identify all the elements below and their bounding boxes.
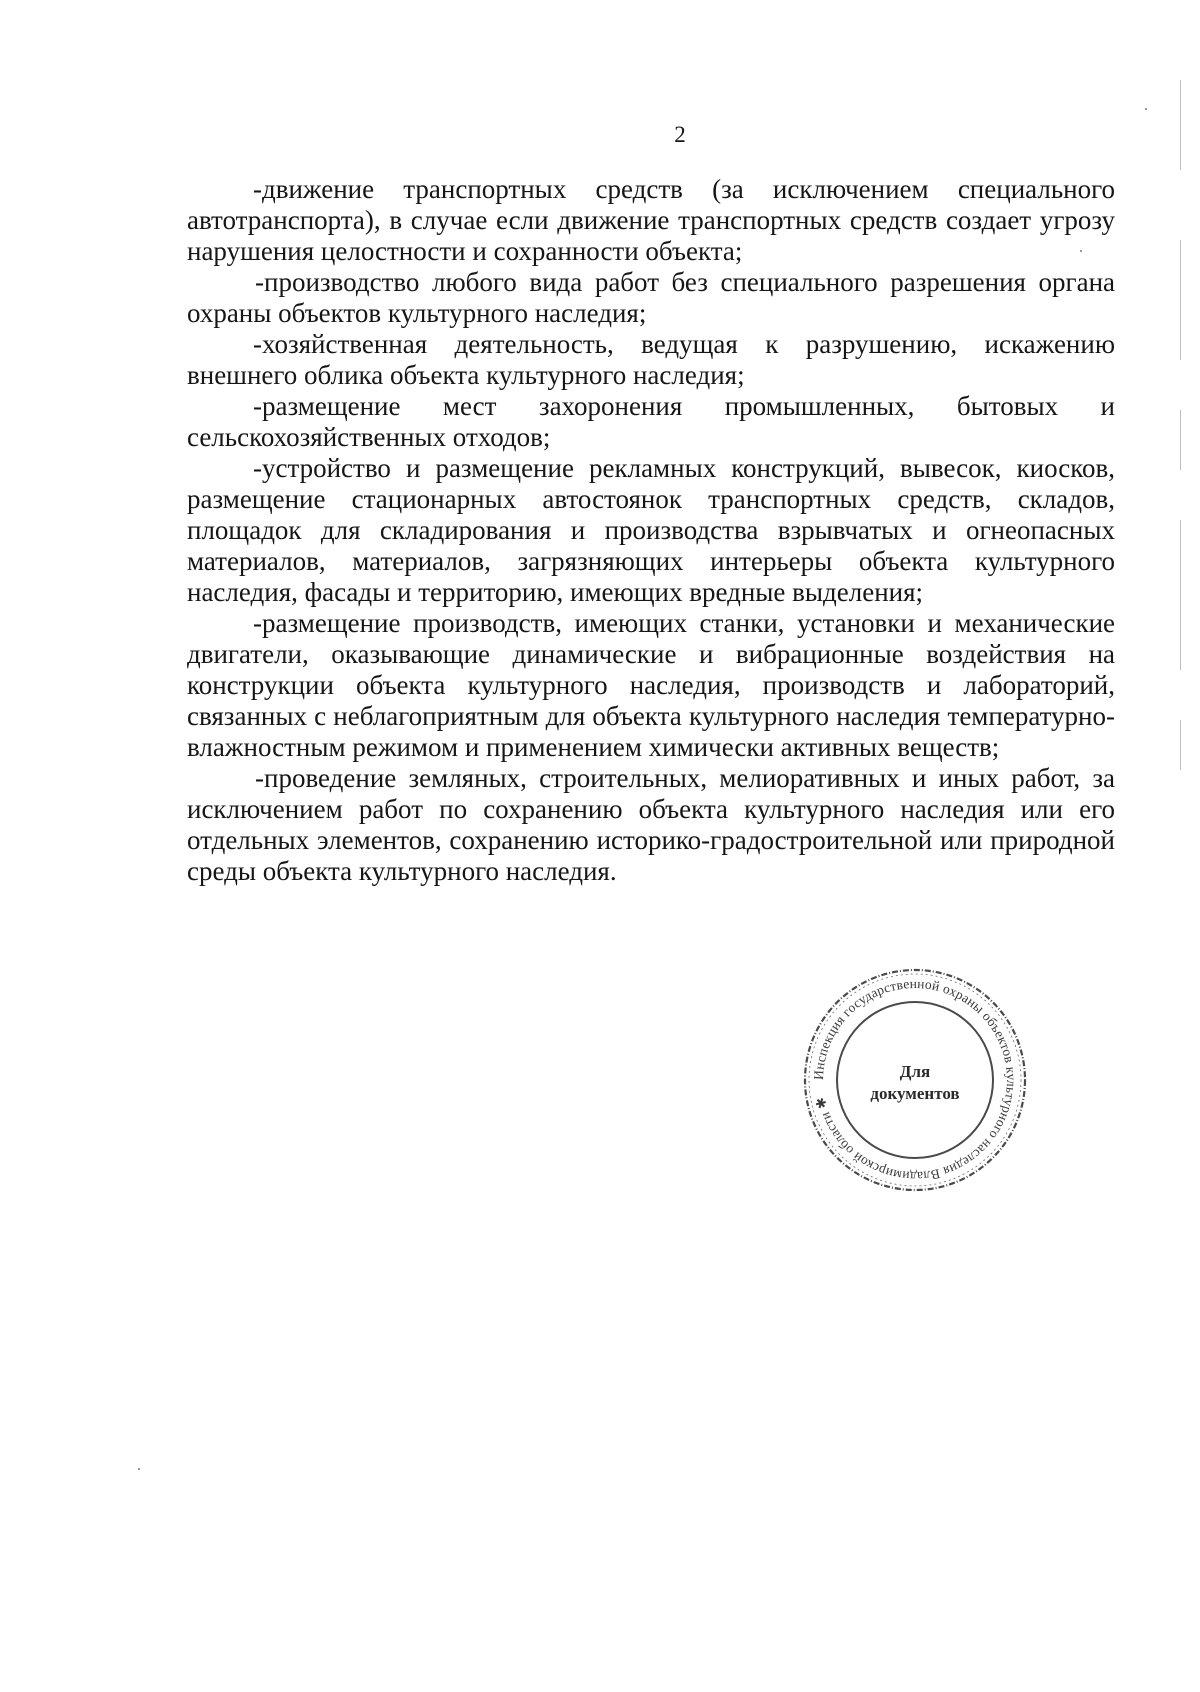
stamp-center-line1: Для bbox=[899, 1062, 931, 1081]
scan-speck bbox=[1145, 108, 1147, 110]
list-item: -размещение мест захоронения промышленных, бытовых и сельскохозяйственных отходов; bbox=[187, 391, 1115, 452]
stamp-ring-text: Инспекция государственной охраны объектов культурного наследия Владимирской области ✱ bbox=[810, 975, 1020, 1185]
document-body bbox=[187, 174, 1115, 887]
scan-speck bbox=[138, 1468, 140, 1470]
list-item: -хозяйственная деятельность, ведущая к разрушению, искажению внешнего облика объекта культурного наследия; bbox=[187, 329, 1115, 390]
list-item: -проведение земляных, строительных, мелиоративных и иных работ, за исключением работ по сохранению объекта культурного наследия или его отдельных элементов, сохранению историко-градостроительной или природной среды объекта культурного наследия. bbox=[187, 763, 1115, 886]
stamp-center-text bbox=[800, 1061, 1030, 1105]
official-stamp bbox=[800, 965, 1030, 1195]
page-number: 2 bbox=[674, 122, 686, 147]
scan-edge-marks bbox=[1178, 80, 1184, 780]
list-item: -движение транспортных средств (за исключением специального автотранспорта), в случае если движение транспортных средств создает угрозу нарушения целостности и сохранности объекта; bbox=[187, 174, 1115, 266]
list-item: -производство любого вида работ без специального разрешения органа охраны объектов культурного наследия; bbox=[187, 267, 1115, 328]
list-item: -устройство и размещение рекламных конструкций, вывесок, киосков, размещение стационарных автостоянок транспортных средств, складов, площадок для складирования и производства взрывчатых и огнеопасных материалов, материалов, загрязняющих интерьеры объекта культурного наследия, фасады и территорию, имеющих вредные выделения; bbox=[187, 453, 1115, 607]
list-item: -размещение производств, имеющих станки, установки и механические двигатели, оказывающие динамические и вибрационные воздействия на конструкции объекта культурного наследия, производств и лабораторий, связанных с неблагоприятным для объекта культурного наследия температурно-влажностным режимом и применением химически активных веществ; bbox=[187, 608, 1115, 762]
scan-speck bbox=[1080, 250, 1082, 252]
stamp-center-line2: документов bbox=[870, 1084, 960, 1103]
